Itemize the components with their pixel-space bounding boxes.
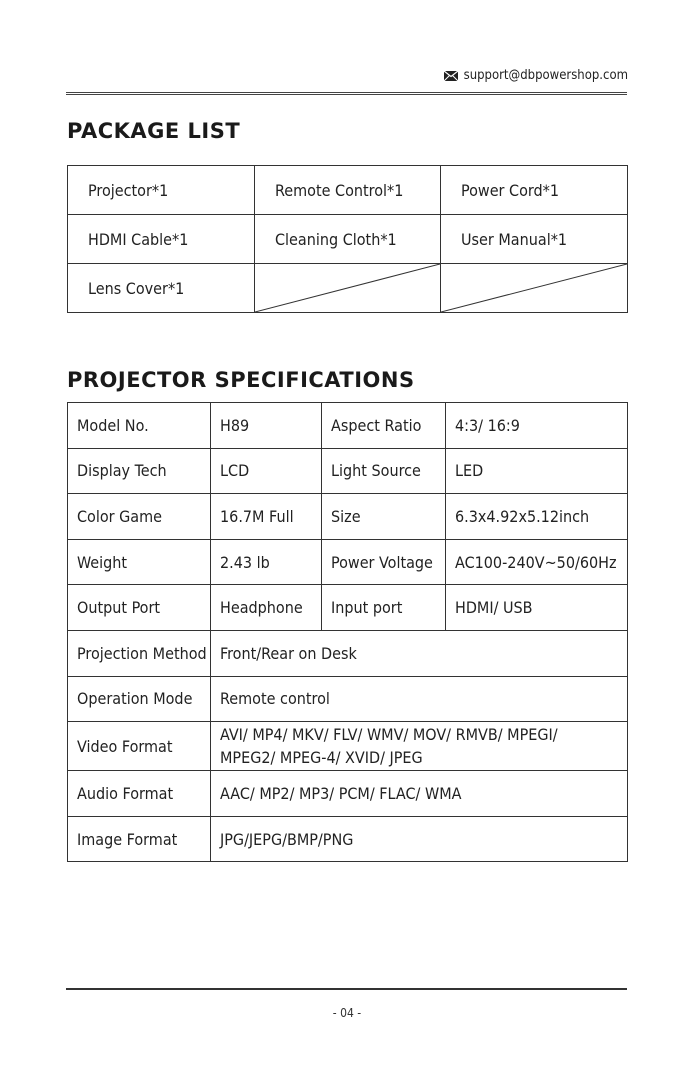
- spec-label: Weight: [68, 539, 211, 585]
- table-row: [68, 676, 628, 722]
- table-row: [68, 215, 628, 264]
- spec-label: Operation Mode: [68, 676, 211, 722]
- table-row: [68, 771, 628, 817]
- spec-value: 16.7M Full: [211, 494, 322, 540]
- spec-label: Power Voltage: [322, 539, 446, 585]
- table-row: [68, 722, 628, 771]
- support-email-text: support@dbpowershop.com: [463, 68, 628, 83]
- table-row: [68, 403, 628, 449]
- spec-value: HDMI/ USB: [446, 585, 628, 631]
- spec-value: 2.43 lb: [211, 539, 322, 585]
- package-item: Cleaning Cloth*1: [255, 215, 441, 264]
- spec-value: LED: [446, 448, 628, 494]
- table-row: [68, 539, 628, 585]
- video-format-line: MPEG2/ MPEG-4/ XVID/ JPEG: [220, 748, 423, 768]
- spec-value: AC100-240V~50/60Hz: [446, 539, 628, 585]
- spec-value: AAC/ MP2/ MP3/ PCM/ FLAC/ WMA: [211, 771, 628, 817]
- spec-label: Light Source: [322, 448, 446, 494]
- spec-label: Audio Format: [68, 771, 211, 817]
- support-email: [444, 68, 628, 83]
- table-row: [68, 585, 628, 631]
- table-row: [68, 816, 628, 862]
- spec-label: Aspect Ratio: [322, 403, 446, 449]
- empty-cell-diagonal: [255, 264, 441, 313]
- table-row: [68, 448, 628, 494]
- package-list-table: [67, 165, 628, 313]
- package-list-title: PACKAGE LIST: [67, 119, 241, 143]
- spec-label: Output Port: [68, 585, 211, 631]
- spec-value: H89: [211, 403, 322, 449]
- spec-value: [211, 722, 628, 771]
- spec-value: JPG/JEPG/BMP/PNG: [211, 816, 628, 862]
- package-item: Remote Control*1: [255, 166, 441, 215]
- specifications-title: PROJECTOR SPECIFICATIONS: [67, 368, 415, 392]
- package-item: Power Cord*1: [441, 166, 628, 215]
- footer-divider: [66, 988, 627, 990]
- table-row: [68, 166, 628, 215]
- video-format-line: AVI/ MP4/ MKV/ FLV/ WMV/ MOV/ RMVB/ MPEGI/: [220, 725, 558, 745]
- spec-value: LCD: [211, 448, 322, 494]
- spec-value: Headphone: [211, 585, 322, 631]
- spec-label: Display Tech: [68, 448, 211, 494]
- spec-value: 6.3x4.92x5.12inch: [446, 494, 628, 540]
- header-divider: [66, 92, 627, 95]
- spec-value: 4:3/ 16:9: [446, 403, 628, 449]
- mail-icon: [444, 71, 458, 81]
- page-number: - 04 -: [332, 1006, 362, 1020]
- spec-label: Color Game: [68, 494, 211, 540]
- spec-label: Input port: [322, 585, 446, 631]
- spec-label: Model No.: [68, 403, 211, 449]
- spec-label: Video Format: [68, 722, 211, 771]
- spec-label: Size: [322, 494, 446, 540]
- table-row: [68, 264, 628, 313]
- spec-label: Projection Method: [68, 630, 211, 676]
- package-item: User Manual*1: [441, 215, 628, 264]
- package-item: HDMI Cable*1: [68, 215, 255, 264]
- specifications-table: [67, 402, 628, 862]
- package-item: Projector*1: [68, 166, 255, 215]
- spec-value: Remote control: [211, 676, 628, 722]
- spec-value: Front/Rear on Desk: [211, 630, 628, 676]
- empty-cell-diagonal: [441, 264, 628, 313]
- package-item: Lens Cover*1: [68, 264, 255, 313]
- table-row: [68, 494, 628, 540]
- table-row: [68, 630, 628, 676]
- spec-label: Image Format: [68, 816, 211, 862]
